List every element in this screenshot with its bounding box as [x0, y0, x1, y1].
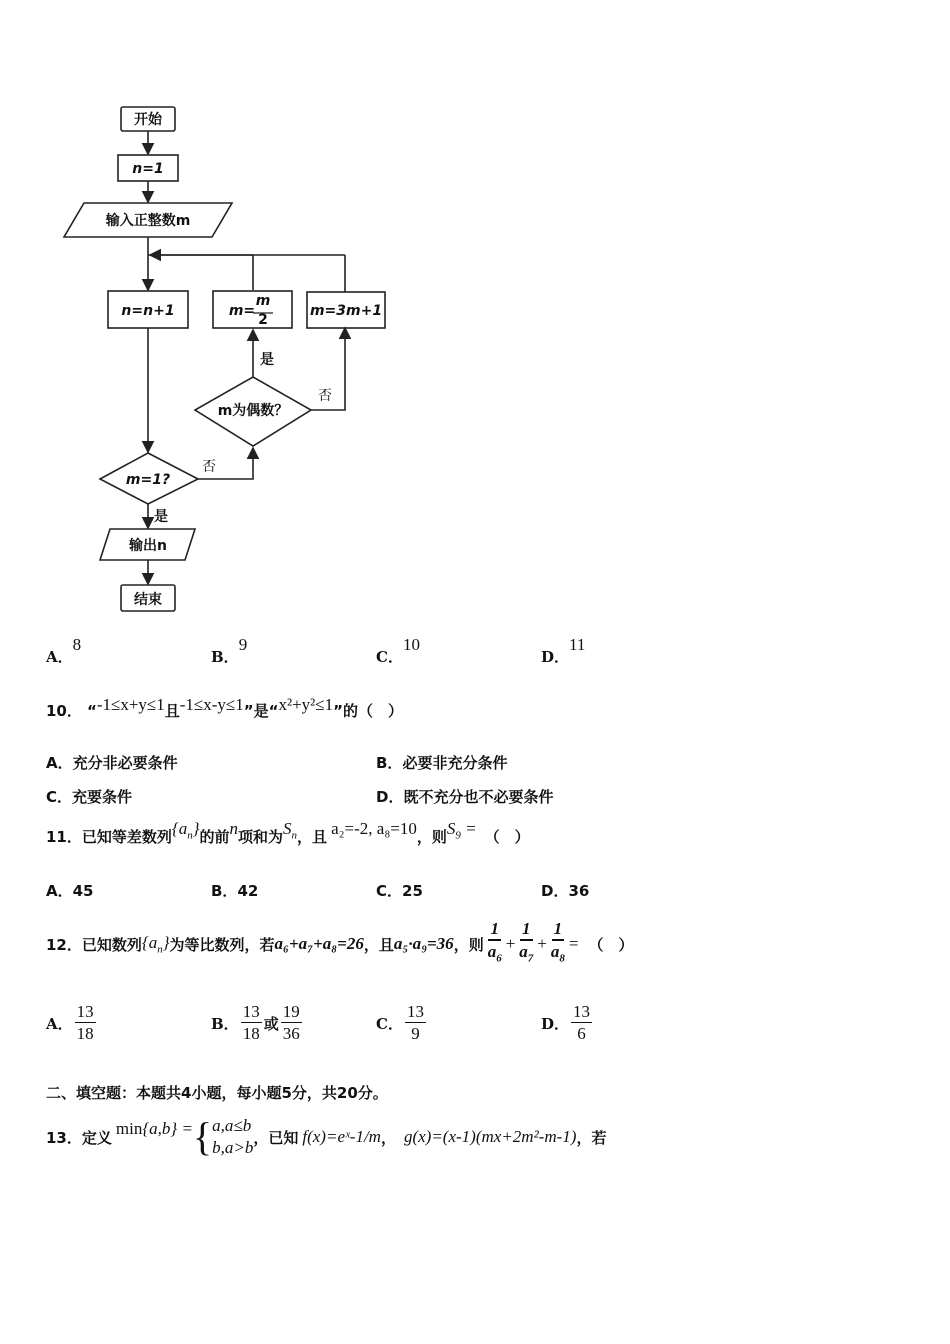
q13-g-expr: g(x)=(x-1)(mx+2m²-m-1) [403, 1127, 577, 1146]
q12-stem: 12． 已知数列 $\{a_n\}$ 为等比数列，若 a₆+a₇+a₈=26 ，且 a₅·a₉=36 ，则 $\frac{1}{a_6}$ + $\frac{1}{a_7}$ + $\frac{1}{a_8}$ = （ ） [46, 920, 634, 968]
q11-option-b[interactable]: B．42 [211, 882, 259, 900]
q12-option-a[interactable]: A． $\frac{13}{18}$ [46, 1002, 94, 1043]
q12-cond2: a₅·a₉=36 [393, 934, 454, 953]
flow-end-label: 结束 [134, 592, 162, 608]
q12-frac-a6: $\frac{1}{a_6}$ [487, 918, 502, 965]
q12-option-b[interactable]: B． $\frac{13}{18}$ 或 $\frac{19}{36}$ [211, 1002, 300, 1043]
q10-option-c[interactable]: C．充要条件 [46, 788, 133, 806]
q11-cond: a₂=-2, a₈=10 [331, 819, 417, 838]
q10-option-b[interactable]: B．必要非充分条件 [376, 754, 508, 772]
flow-yes-one: 是 [154, 509, 168, 525]
flow-even-label: m为偶数？ [217, 403, 289, 419]
q10-cond1: -1≤x+y≤1 [96, 695, 165, 714]
q13-stem: 13． 定义 min {a,b} = { a,a≤b b,a>b ，已知 f(x)=eˣ-1/m ， g(x)=(x-1)(mx+2m²-m-1) ，若 [46, 1114, 607, 1159]
flow-one-label: m=1? [125, 472, 171, 488]
q10-option-d[interactable]: D．既不充分也不必要条件 [376, 788, 554, 806]
q11-option-c[interactable]: C．25 [376, 882, 423, 900]
q11-option-d[interactable]: D．36 [541, 882, 590, 900]
flow-no-one: 否 [202, 459, 216, 475]
flow-half-num: m [255, 293, 271, 309]
flow-triple-label: m=3m+1 [309, 303, 383, 319]
q12-cond1: a₆+a₇+a₈=26 [274, 934, 364, 953]
q11-seq: $\{a_n\}$ [171, 819, 200, 842]
q10-cond3: x²+y²≤1 [278, 695, 334, 714]
q13-cases: a,a≤b b,a>b [212, 1116, 254, 1157]
q10-cond2: -1≤x-y≤1 [179, 695, 244, 714]
q9-option-c[interactable]: C．10 [376, 635, 420, 666]
flow-start-label: 开始 [134, 112, 162, 128]
q9-option-d[interactable]: D．11 [541, 635, 586, 666]
flow-step-n-label: n=n+1 [121, 303, 175, 319]
q9-option-a[interactable]: A．8 [46, 635, 82, 666]
flow-no-even: 否 [318, 388, 332, 404]
q12-frac-a8: $\frac{1}{a_8}$ [550, 918, 565, 965]
q11-option-a[interactable]: A．45 [46, 882, 94, 900]
flow-half-lhs: m= [228, 303, 256, 319]
q12-option-c[interactable]: C． $\frac{13}{9}$ [376, 1002, 424, 1043]
q11-stem: 11．已知等差数列$\{a_n\}$的前n项和为$S_n$，且 a₂=-2, a₈=10，则$S_9$ = （ ） [46, 819, 530, 846]
flow-init-label: n=1 [132, 161, 164, 177]
q10-option-a[interactable]: A．充分非必要条件 [46, 754, 178, 772]
flow-yes-even: 是 [260, 352, 274, 368]
flow-output-label: 输出n [129, 538, 167, 554]
q12-frac-a7: $\frac{1}{a_7}$ [519, 918, 534, 965]
q10-stem: 10． “-1≤x+y≤1且-1≤x-y≤1”是“x²+y²≤1”的（ ） [46, 695, 403, 720]
flow-input-label: 输入正整数m [105, 213, 191, 229]
q9-option-b[interactable]: B．9 [211, 635, 248, 666]
q12-option-d[interactable]: D． $\frac{13}{6}$ [541, 1002, 591, 1043]
section2-title: 二、填空题：本题共4小题，每小题5分，共20分。 [46, 1084, 388, 1102]
q13-f-expr: f(x)=eˣ-1/m [302, 1127, 381, 1146]
flowchart [0, 0, 420, 625]
flow-half-den: 2 [258, 312, 268, 328]
